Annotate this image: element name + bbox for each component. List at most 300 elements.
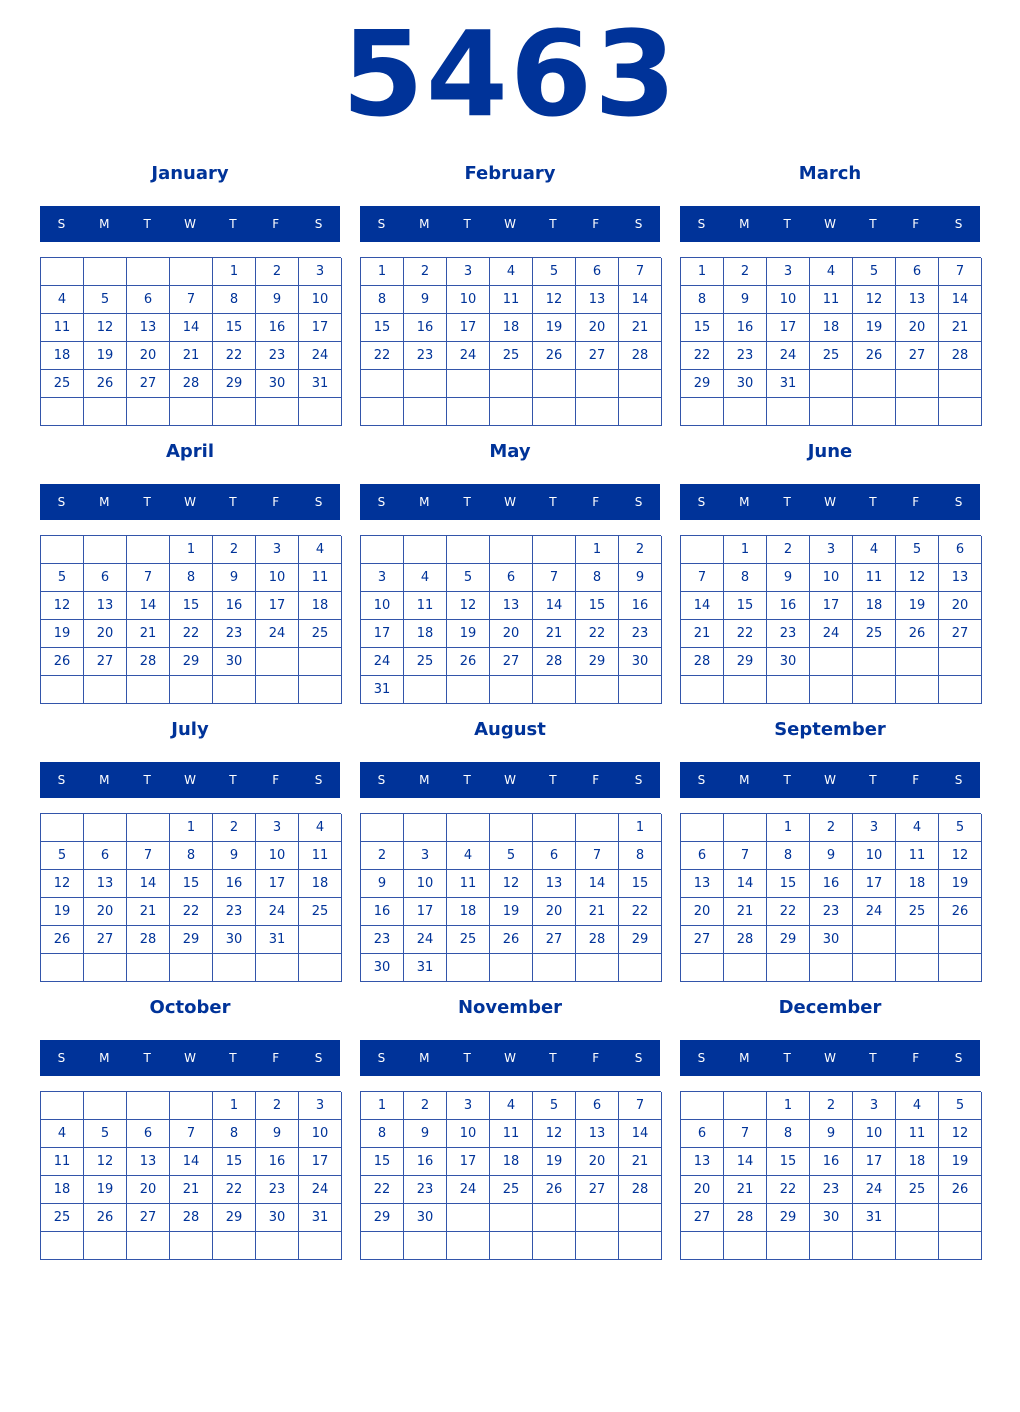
day-cell: 19 [41,898,84,926]
weekday-header [40,484,340,520]
day-cell: 16 [767,592,810,620]
weekday-label: W [824,1051,836,1065]
weekday-label: M [99,773,110,787]
day-cell: 5 [84,1120,127,1148]
empty-day-cell [299,648,342,676]
empty-day-cell [299,954,342,982]
empty-day-cell [447,536,490,564]
day-cell: 16 [256,1148,299,1176]
day-grid [40,1091,341,1260]
day-cell: 15 [619,870,662,898]
day-cell: 19 [939,870,982,898]
day-cell: 30 [256,370,299,398]
day-cell: 4 [447,842,490,870]
day-cell: 4 [299,814,342,842]
day-cell: 21 [939,314,982,342]
day-cell: 24 [404,926,447,954]
empty-day-cell [724,1232,767,1260]
day-cell: 29 [361,1204,404,1232]
day-cell: 2 [213,536,256,564]
day-cell: 8 [724,564,767,592]
day-cell: 25 [41,1204,84,1232]
day-cell: 11 [853,564,896,592]
day-cell: 22 [724,620,767,648]
weekday-label: S [634,495,643,509]
day-cell: 27 [84,648,127,676]
day-cell: 13 [84,870,127,898]
day-cell: 28 [127,926,170,954]
weekday-header [680,762,980,798]
month-november [360,994,660,1264]
empty-day-cell [404,676,447,704]
day-cell: 14 [619,286,662,314]
day-cell: 7 [619,1092,662,1120]
day-cell: 15 [767,1148,810,1176]
empty-day-cell [404,536,447,564]
empty-day-cell [939,926,982,954]
empty-day-cell [939,370,982,398]
day-cell: 20 [533,898,576,926]
day-cell: 19 [41,620,84,648]
day-cell: 5 [84,286,127,314]
day-cell: 13 [127,1148,170,1176]
weekday-label: M [419,1051,430,1065]
empty-day-cell [896,926,939,954]
day-cell: 22 [361,1176,404,1204]
day-cell: 11 [299,842,342,870]
day-cell: 2 [213,814,256,842]
empty-day-cell [41,814,84,842]
month-may [360,438,660,708]
day-cell: 9 [256,1120,299,1148]
day-cell: 8 [213,1120,256,1148]
weekday-label: M [419,217,430,231]
month-name: January [151,163,229,184]
empty-day-cell [447,398,490,426]
day-cell: 8 [767,842,810,870]
day-cell: 27 [939,620,982,648]
empty-day-cell [533,536,576,564]
day-cell: 12 [853,286,896,314]
weekday-label: F [272,773,280,787]
day-cell: 18 [490,1148,533,1176]
month-name: July [171,719,209,740]
weekday-header [680,484,980,520]
weekday-header [360,1040,660,1076]
weekday-label: W [824,495,836,509]
day-cell: 26 [84,370,127,398]
day-cell: 10 [299,286,342,314]
day-cell: 1 [724,536,767,564]
day-cell: 8 [619,842,662,870]
weekday-label: T [229,1051,237,1065]
day-cell: 25 [41,370,84,398]
day-cell: 19 [447,620,490,648]
day-cell: 6 [681,842,724,870]
empty-day-cell [810,370,853,398]
empty-day-cell [576,1204,619,1232]
weekday-label: M [419,773,430,787]
empty-day-cell [939,648,982,676]
day-cell: 18 [490,314,533,342]
day-cell: 12 [939,842,982,870]
day-cell: 7 [576,842,619,870]
empty-day-cell [256,398,299,426]
day-cell: 20 [127,342,170,370]
month-march [680,160,980,430]
day-cell: 24 [853,898,896,926]
day-grid [360,1091,661,1260]
empty-day-cell [41,258,84,286]
day-cell: 12 [533,1120,576,1148]
day-cell: 20 [681,898,724,926]
day-cell: 9 [810,1120,853,1148]
day-cell: 17 [853,1148,896,1176]
day-cell: 6 [84,564,127,592]
day-cell: 21 [681,620,724,648]
day-cell: 4 [490,1092,533,1120]
weekday-label: S [377,217,386,231]
day-cell: 22 [576,620,619,648]
day-cell: 19 [853,314,896,342]
day-cell: 28 [170,370,213,398]
day-cell: 14 [170,314,213,342]
weekday-label: T [143,495,151,509]
day-cell: 6 [127,286,170,314]
day-cell: 21 [533,620,576,648]
month-october [40,994,340,1264]
day-cell: 8 [213,286,256,314]
empty-day-cell [404,1232,447,1260]
weekday-label: M [739,1051,750,1065]
day-cell: 22 [170,620,213,648]
day-cell: 25 [490,1176,533,1204]
day-cell: 3 [299,1092,342,1120]
day-cell: 18 [41,1176,84,1204]
weekday-label: T [229,495,237,509]
weekday-label: T [869,773,877,787]
day-cell: 26 [853,342,896,370]
day-cell: 1 [170,536,213,564]
day-cell: 25 [299,620,342,648]
empty-day-cell [256,648,299,676]
empty-day-cell [939,1232,982,1260]
day-cell: 4 [490,258,533,286]
day-cell: 1 [213,1092,256,1120]
empty-day-cell [896,954,939,982]
empty-day-cell [724,954,767,982]
empty-day-cell [576,398,619,426]
weekday-label: W [504,495,516,509]
day-cell: 10 [361,592,404,620]
day-cell: 12 [84,1148,127,1176]
day-cell: 23 [361,926,404,954]
day-cell: 15 [576,592,619,620]
day-cell: 3 [447,258,490,286]
day-cell: 15 [170,870,213,898]
empty-day-cell [810,676,853,704]
empty-day-cell [213,676,256,704]
empty-day-cell [896,398,939,426]
weekday-label: M [99,495,110,509]
day-cell: 19 [84,1176,127,1204]
empty-day-cell [767,1232,810,1260]
weekday-label: T [549,495,557,509]
empty-day-cell [533,1204,576,1232]
month-april [40,438,340,708]
month-name: February [464,163,556,184]
empty-day-cell [576,676,619,704]
weekday-label: T [463,1051,471,1065]
day-cell: 3 [767,258,810,286]
weekday-label: T [783,1051,791,1065]
weekday-label: M [739,495,750,509]
weekday-label: M [419,495,430,509]
day-cell: 19 [533,314,576,342]
day-cell: 14 [681,592,724,620]
day-cell: 11 [404,592,447,620]
day-cell: 31 [256,926,299,954]
day-cell: 7 [127,842,170,870]
day-cell: 20 [490,620,533,648]
weekday-label: S [314,1051,323,1065]
empty-day-cell [84,954,127,982]
empty-day-cell [170,258,213,286]
day-cell: 20 [681,1176,724,1204]
day-cell: 23 [213,898,256,926]
day-cell: 31 [853,1204,896,1232]
empty-day-cell [939,1204,982,1232]
day-cell: 28 [576,926,619,954]
day-cell: 23 [213,620,256,648]
empty-day-cell [767,398,810,426]
empty-day-cell [299,398,342,426]
empty-day-cell [939,676,982,704]
day-grid [680,1091,981,1260]
day-cell: 17 [299,314,342,342]
day-cell: 2 [256,1092,299,1120]
day-cell: 7 [939,258,982,286]
empty-day-cell [84,1092,127,1120]
weekday-label: F [912,217,920,231]
day-cell: 5 [939,1092,982,1120]
weekday-label: T [783,217,791,231]
weekday-label: S [634,217,643,231]
day-cell: 27 [576,1176,619,1204]
day-cell: 6 [84,842,127,870]
weekday-label: S [57,495,66,509]
day-cell: 9 [810,842,853,870]
day-cell: 8 [681,286,724,314]
empty-day-cell [896,676,939,704]
day-cell: 16 [810,1148,853,1176]
day-cell: 20 [576,1148,619,1176]
day-cell: 8 [361,1120,404,1148]
day-cell: 13 [939,564,982,592]
empty-day-cell [619,676,662,704]
day-cell: 30 [213,648,256,676]
day-cell: 12 [896,564,939,592]
day-cell: 28 [939,342,982,370]
empty-day-cell [767,954,810,982]
day-cell: 5 [939,814,982,842]
day-cell: 3 [447,1092,490,1120]
empty-day-cell [896,648,939,676]
day-cell: 27 [681,926,724,954]
empty-day-cell [853,926,896,954]
day-cell: 26 [84,1204,127,1232]
empty-day-cell [576,814,619,842]
day-cell: 16 [724,314,767,342]
day-cell: 3 [256,814,299,842]
day-cell: 10 [404,870,447,898]
day-cell: 16 [213,870,256,898]
day-cell: 12 [939,1120,982,1148]
day-cell: 17 [256,592,299,620]
day-cell: 20 [896,314,939,342]
day-grid [40,813,341,982]
day-cell: 21 [619,1148,662,1176]
day-cell: 26 [41,648,84,676]
day-cell: 11 [41,314,84,342]
month-july [40,716,340,986]
day-cell: 1 [681,258,724,286]
day-cell: 26 [41,926,84,954]
empty-day-cell [84,676,127,704]
day-cell: 23 [767,620,810,648]
day-cell: 7 [724,842,767,870]
day-cell: 10 [447,286,490,314]
empty-day-cell [533,370,576,398]
day-cell: 5 [41,564,84,592]
empty-day-cell [404,814,447,842]
weekday-label: S [314,217,323,231]
month-name: November [457,997,563,1018]
day-cell: 9 [767,564,810,592]
weekday-label: T [143,217,151,231]
empty-day-cell [896,370,939,398]
empty-day-cell [404,398,447,426]
weekday-label: F [272,1051,280,1065]
day-cell: 4 [404,564,447,592]
day-cell: 15 [213,1148,256,1176]
day-cell: 4 [810,258,853,286]
empty-day-cell [724,676,767,704]
empty-day-cell [681,954,724,982]
weekday-header [40,206,340,242]
empty-day-cell [299,1232,342,1260]
day-cell: 31 [404,954,447,982]
day-cell: 30 [361,954,404,982]
day-cell: 21 [619,314,662,342]
empty-day-cell [576,370,619,398]
day-cell: 30 [213,926,256,954]
empty-day-cell [447,954,490,982]
day-cell: 29 [619,926,662,954]
day-cell: 24 [299,1176,342,1204]
empty-day-cell [41,1092,84,1120]
weekday-label: W [824,773,836,787]
day-cell: 24 [447,1176,490,1204]
empty-day-cell [361,370,404,398]
day-cell: 7 [619,258,662,286]
empty-day-cell [724,1092,767,1120]
weekday-label: T [143,773,151,787]
empty-day-cell [213,1232,256,1260]
day-cell: 16 [256,314,299,342]
day-cell: 13 [490,592,533,620]
day-cell: 1 [619,814,662,842]
empty-day-cell [619,370,662,398]
day-cell: 7 [170,1120,213,1148]
weekday-header [680,206,980,242]
day-cell: 27 [576,342,619,370]
empty-day-cell [619,398,662,426]
weekday-label: S [314,773,323,787]
day-cell: 1 [767,814,810,842]
day-cell: 10 [299,1120,342,1148]
weekday-label: T [143,1051,151,1065]
day-cell: 12 [41,592,84,620]
day-cell: 23 [619,620,662,648]
empty-day-cell [896,1232,939,1260]
day-cell: 22 [767,1176,810,1204]
day-cell: 16 [213,592,256,620]
day-cell: 1 [361,1092,404,1120]
empty-day-cell [681,676,724,704]
day-cell: 11 [299,564,342,592]
day-cell: 21 [170,342,213,370]
empty-day-cell [256,954,299,982]
empty-day-cell [447,1232,490,1260]
weekday-label: S [697,495,706,509]
weekday-label: W [184,1051,196,1065]
weekday-label: T [869,1051,877,1065]
empty-day-cell [853,1232,896,1260]
month-name: May [489,441,531,462]
day-cell: 2 [767,536,810,564]
empty-day-cell [853,676,896,704]
day-cell: 11 [896,1120,939,1148]
day-cell: 19 [84,342,127,370]
weekday-label: T [229,773,237,787]
day-cell: 15 [767,870,810,898]
day-cell: 25 [896,1176,939,1204]
weekday-label: F [592,1051,600,1065]
day-cell: 22 [767,898,810,926]
empty-day-cell [939,398,982,426]
day-cell: 23 [810,898,853,926]
day-cell: 18 [447,898,490,926]
day-cell: 14 [724,870,767,898]
day-cell: 6 [490,564,533,592]
day-cell: 12 [490,870,533,898]
month-name: June [807,441,853,462]
weekday-label: F [592,217,600,231]
empty-day-cell [447,814,490,842]
weekday-label: F [912,1051,920,1065]
empty-day-cell [490,1232,533,1260]
empty-day-cell [533,1232,576,1260]
empty-day-cell [490,814,533,842]
empty-day-cell [681,1232,724,1260]
day-cell: 30 [619,648,662,676]
empty-day-cell [447,370,490,398]
empty-day-cell [127,398,170,426]
day-cell: 27 [84,926,127,954]
month-name: April [165,441,215,462]
day-cell: 10 [256,564,299,592]
